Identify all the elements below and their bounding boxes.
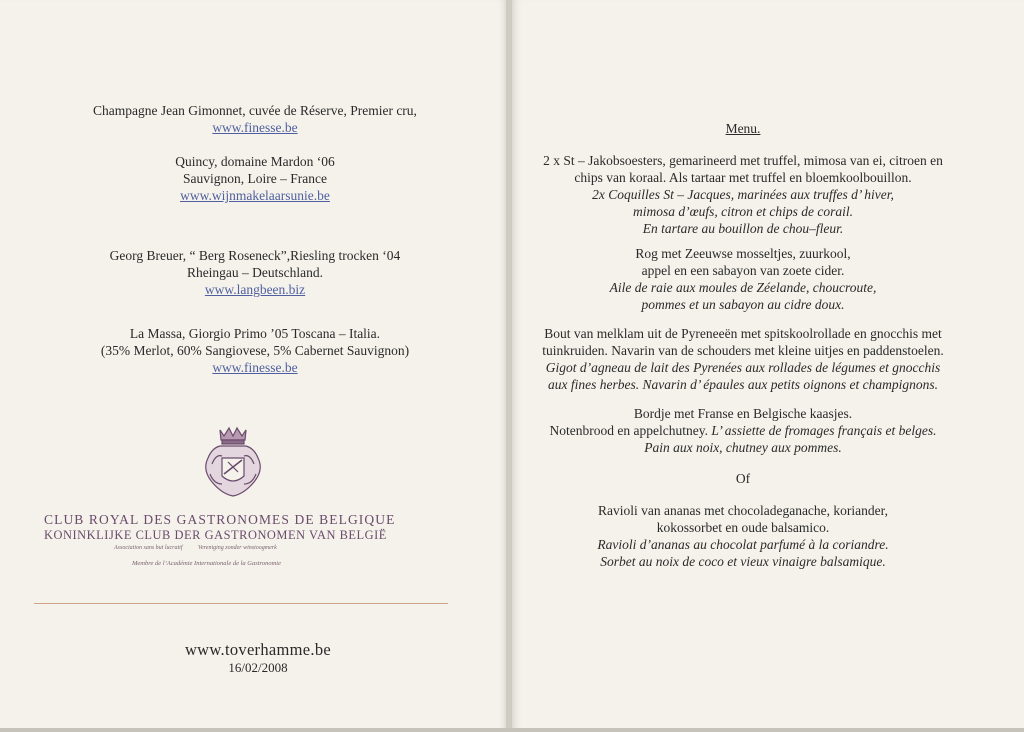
course-nl-line: chips van koraal. Als tartaar met truffel en bloemkoolbouillon.: [574, 170, 912, 185]
wine-name: Quincy, domaine Mardon ‘06: [175, 154, 335, 169]
course-fr-line: Sorbet au noix de coco et vieux vinaigre balsamique.: [600, 554, 886, 569]
course-nl-line: Bordje met Franse en Belgische kaasjes.: [633, 406, 853, 421]
course-fr-line: Aile de raie aux moules de Zéelande, choucroute,: [609, 280, 877, 295]
course-nl-line: 2 x St – Jakobsoesters, gemarineerd met truffel, mimosa van ei, citroen en: [543, 153, 943, 168]
separator-text: Of: [735, 471, 751, 486]
course-fr-line: Gigot d’agneau de lait des Pyrenées aux rollades de légumes et gnocchis: [545, 360, 941, 375]
menu-heading: Menu.: [725, 121, 761, 136]
menu-course-1: [512, 152, 974, 237]
course-fr-line: mimosa d’œufs, citron et chips de corail.: [633, 204, 853, 219]
club-legal-nl: Vereniging zonder winstoogmerk: [198, 545, 277, 551]
course-nl-line: Rog met Zeeuwse mosseltjes, zuurkool,: [635, 246, 851, 261]
website-link[interactable]: www.toverhamme.be: [184, 640, 332, 659]
course-fr-line: En tartare au bouillon de chou–fleur.: [642, 221, 844, 236]
left-page: [0, 0, 508, 732]
wine-link[interactable]: www.finesse.be: [212, 120, 298, 135]
course-fr-text: L’ assiette de fromages français et belges.: [711, 423, 937, 438]
menu-course-3: [512, 325, 974, 393]
page-bottom-edge: [0, 728, 1024, 732]
course-fr-line: Ravioli d’ananas au chocolat parfumé à la coriandre.: [597, 537, 889, 552]
wine-link[interactable]: www.langbeen.biz: [204, 282, 306, 297]
wine-name: Champagne Jean Gimonnet, cuvée de Réserve, Premier cru,: [93, 103, 417, 118]
menu-title: [512, 120, 974, 137]
course-nl-line: appel en een sabayon van zoete cider.: [641, 263, 845, 278]
course-fr-line: aux fines herbes. Navarin d’ épaules aux petits oignons et champignons.: [548, 377, 938, 392]
menu-course-4: [512, 405, 974, 456]
wine-name: La Massa, Giorgio Primo ’05 Toscana – Italia.: [129, 326, 381, 341]
divider: [34, 603, 448, 604]
wine-entry-quincy: [30, 153, 480, 204]
wine-name: Georg Breuer, “ Berg Roseneck”,Riesling trocken ‘04: [109, 248, 401, 263]
course-fr-line: pommes et un sabayon au cidre doux.: [641, 297, 845, 312]
club-legal-fr: Association sans but lucratif: [114, 545, 183, 551]
course-mixed-line: [512, 422, 974, 439]
club-emblem-text: [44, 512, 434, 567]
wine-link[interactable]: www.finesse.be: [212, 360, 298, 375]
course-nl-text: Notenbrood en appelchutney.: [549, 423, 708, 438]
wine-entry-champagne: [30, 102, 480, 136]
wine-details: (35% Merlot, 60% Sangiovese, 5% Cabernet Sauvignon): [100, 343, 410, 358]
course-fr-line: Pain aux noix, chutney aux pommes.: [644, 440, 842, 455]
menu-course-5: [512, 502, 974, 570]
course-fr-line: 2x Coquilles St – Jacques, marinées aux truffes d’ hiver,: [592, 187, 894, 202]
club-name-fr: CLUB ROYAL DES GASTRONOMES DE BELGIQUE: [44, 512, 396, 527]
course-nl-line: Bout van melklam uit de Pyreneeën met spitskoolrollade en gnocchis met: [544, 326, 942, 341]
wine-details: Sauvignon, Loire – France: [183, 171, 327, 186]
club-crest-icon: [198, 424, 268, 500]
course-nl-line: tuinkruiden. Navarin van de schouders met kleine uitjes en paddenstoelen.: [542, 343, 944, 358]
course-nl-line: Ravioli van ananas met chocoladeganache, koriander,: [598, 503, 888, 518]
club-membership: Membre de l’Académie Internationale de la Gastronomie: [132, 560, 281, 567]
menu-separator: [512, 470, 974, 487]
club-legal-note: [114, 544, 434, 552]
footer: [150, 640, 366, 676]
course-nl-line: kokossorbet en oude balsamico.: [656, 520, 830, 535]
menu-course-2: [512, 245, 974, 313]
wine-details: Rheingau – Deutschland.: [186, 265, 324, 280]
event-date: 16/02/2008: [228, 660, 288, 675]
wine-entry-breuer: [30, 247, 480, 298]
wine-entry-lamassa: [30, 325, 480, 376]
club-name-nl: KONINKLIJKE CLUB DER GASTRONOMEN VAN BELGIË: [44, 528, 387, 542]
wine-link[interactable]: www.wijnmakelaarsunie.be: [180, 188, 330, 203]
